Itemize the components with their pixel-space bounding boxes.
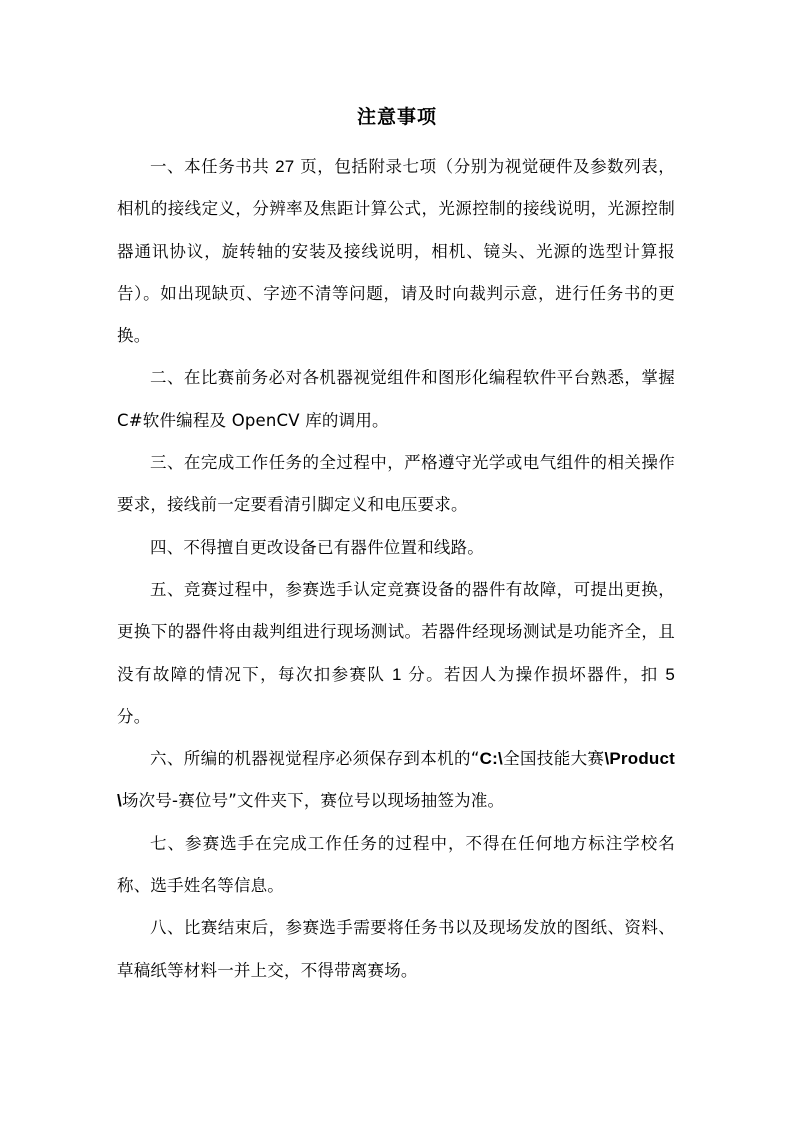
paragraph-text-segment: 场次号-赛位号”文件夹下，赛位号以现场抽签为准。 (121, 791, 505, 811)
page-title: 注意事项 (356, 106, 437, 128)
paragraph-text-segment: 分。 (117, 706, 151, 726)
paragraph-8 (117, 907, 675, 992)
paragraph-text-segment: 五、竞赛过程中，参赛选手认定竞赛设备的器件有故障，可提出更换，更换下的器件将由裁判组进行现场测试。若器件经现场测试是功能齐全，且没有故障的情况下，每次扣参赛队 (117, 579, 675, 684)
document-body (117, 146, 675, 992)
paragraph-5 (117, 569, 675, 738)
paragraph-1 (117, 146, 675, 357)
paragraph-text-segment: 27 (275, 157, 295, 176)
paragraph-text-segment: 一、本任务书共 (150, 157, 276, 176)
paragraph-text-segment: 全国技能大赛 (502, 749, 605, 769)
paragraph-3 (117, 442, 675, 527)
paragraph-2 (117, 357, 675, 442)
paragraph-7 (117, 823, 675, 908)
paragraph-text-segment: 七、参赛选手在完成工作任务的过程中，不得在任何地方标注学校名称、选手姓名等信息。 (117, 833, 675, 896)
paragraph-text-segment: 二、在比赛前务必对各机器视觉组件和图形化编程软件平台熟悉，掌握 C#软件编程及 OpenCV 库的调用。 (117, 368, 675, 430)
paragraph-4 (117, 527, 675, 569)
paragraph-text-segment: 5 (665, 664, 675, 684)
paragraph-text-segment: \Product\ (117, 749, 675, 811)
paragraph-text-segment: 三、在完成工作任务的全过程中，严格遵守光学或电气组件的相关操作要求，接线前一定要看清引脚定义和电压要求。 (117, 453, 675, 515)
paragraph-text-segment: 六、所编的机器视觉程序必须保存到本机的“ (150, 749, 480, 769)
paragraph-text-segment: 四、不得擅自更改设备已有器件位置和线路。 (150, 537, 484, 557)
paragraph-text-segment: 页，包括附录七项（分别为视觉硬件及参数列表，相机的接线定义，分辨率及焦距计算公式，光源控制的接线说明，光源控制器通讯协议，旋转轴的安装及接线说明，相机、镜头、光源的选型计算报告）。如出现缺页、字迹不清等问题，请及时向裁判示意，进行任务书的更换。 (117, 157, 675, 346)
paragraph-text-segment: 八、比赛结束后，参赛选手需要将任务书以及现场发放的图纸、资料、草稿纸等材料一并上交，不得带离赛场。 (117, 918, 675, 980)
paragraph-text-segment: 分。若因人为操作损坏器件，扣 (401, 664, 666, 684)
paragraph-text-segment: C:\ (479, 749, 503, 769)
paragraph-6 (117, 738, 675, 823)
paragraph-text-segment: 1 (391, 664, 402, 684)
